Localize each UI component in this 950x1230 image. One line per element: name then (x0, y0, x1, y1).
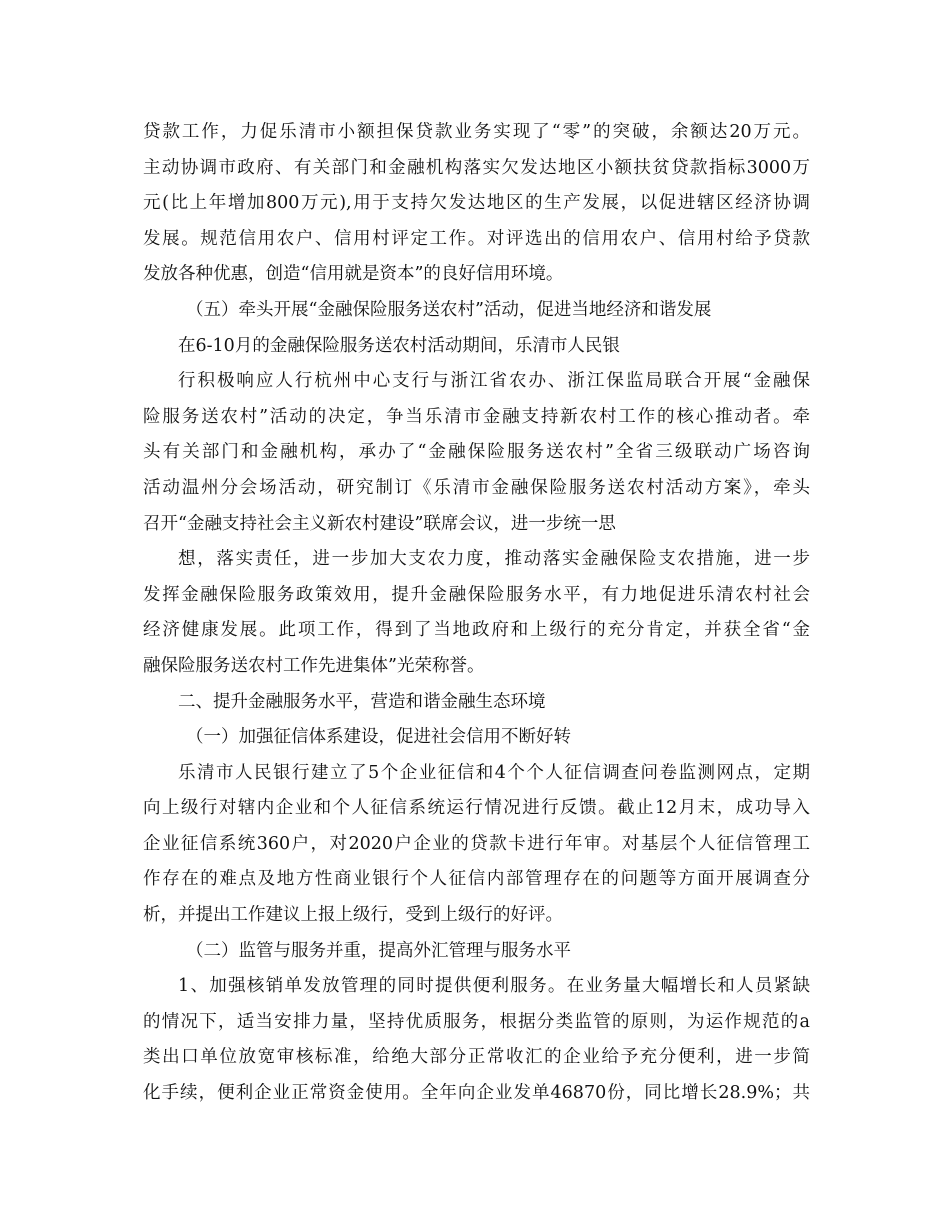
text-line: 类出口单位放宽审核标准，给绝大部分正常收汇的企业给予充分便利，进一步简 (143, 1047, 810, 1068)
text-line: 作存在的难点及地方性商业银行个人征信内部管理存在的问题等方面开展调查分 (143, 869, 810, 890)
text-line: 析，并提出工作建议上报上级行，受到上级行的好评。 (143, 905, 563, 926)
text-line: 企业征信系统360户，对2020户企业的贷款卡进行年审。对基层个人征信管理工 (143, 833, 810, 854)
text-line: 头有关部门和金融机构，承办了“金融保险服务送农村”全省三级联动广场咨询 (143, 442, 810, 463)
text-line: 元(比上年增加800万元),用于支持欠发达地区的生产发展，以促进辖区经济协调 (143, 193, 810, 214)
text-line: 发挥金融保险服务政策效用，提升金融保险服务水平，有力地促进乐清农村社会 (143, 584, 810, 605)
text-line: 发展。规范信用农户、信用村评定工作。对评选出的信用农户、信用村给予贷款 (143, 228, 810, 249)
paragraph-start: 行积极响应人行杭州中心支行与浙江省农办、浙江保监局联合开展“金融保 (178, 371, 810, 392)
paragraph-start: 在6-10月的金融保险服务送农村活动期间，乐清市人民银 (178, 335, 620, 356)
text-line: 经济健康发展。此项工作，得到了当地政府和上级行的充分肯定，并获全省“金 (143, 620, 810, 641)
section-heading: 二、提升金融服务水平，营造和谐金融生态环境 (178, 691, 546, 712)
paragraph-start: 乐清市人民银行建立了5个企业征信和4个个人征信调查问卷监测网点，定期 (178, 762, 810, 783)
text-line: 的情况下，适当安排力量，坚持优质服务，根据分类监管的原则，为运作规范的a (143, 1011, 810, 1032)
paragraph-start: 想，落实责任，进一步加大支农力度，推动落实金融保险支农措施，进一步 (178, 549, 810, 570)
text-line: 险服务送农村”活动的决定，争当乐清市金融支持新农村工作的核心推动者。牵 (143, 406, 810, 427)
text-line: 贷款工作，力促乐清市小额担保贷款业务实现了“零”的突破，余额达20万元。 (143, 122, 810, 142)
text-line: 化手续，便利企业正常资金使用。全年向企业发单46870份，同比增长28.9%；共 (143, 1083, 810, 1104)
subsection-heading: （二）监管与服务并重，提高外汇管理与服务水平 (186, 940, 571, 961)
text-line: 召开“金融支持社会主义新农村建设”联席会议，进一步统一思 (143, 513, 616, 534)
text-line: 活动温州分会场活动，研究制订《乐清市金融保险服务送农村活动方案》，牵头 (143, 477, 810, 498)
text-line: 主动协调市政府、有关部门和金融机构落实欠发达地区小额扶贫贷款指标3000万 (143, 157, 810, 178)
text-line: 融保险服务送农村工作先进集体”光荣称誉。 (143, 655, 485, 676)
text-line: 向上级行对辖内企业和个人征信系统运行情况进行反馈。截止12月末，成功导入 (143, 798, 810, 819)
paragraph-start: 1、加强核销单发放管理的同时提供便利服务。在业务量大幅增长和人员紧缺 (178, 976, 810, 997)
subsection-heading: （一）加强征信体系建设，促进社会信用不断好转 (186, 727, 571, 748)
document-body (143, 115, 810, 1112)
section-heading: （五）牵头开展“金融保险服务送农村”活动，促进当地经济和谐发展 (186, 299, 712, 320)
text-line: 发放各种优惠，创造“信用就是资本”的良好信用环境。 (143, 264, 564, 285)
